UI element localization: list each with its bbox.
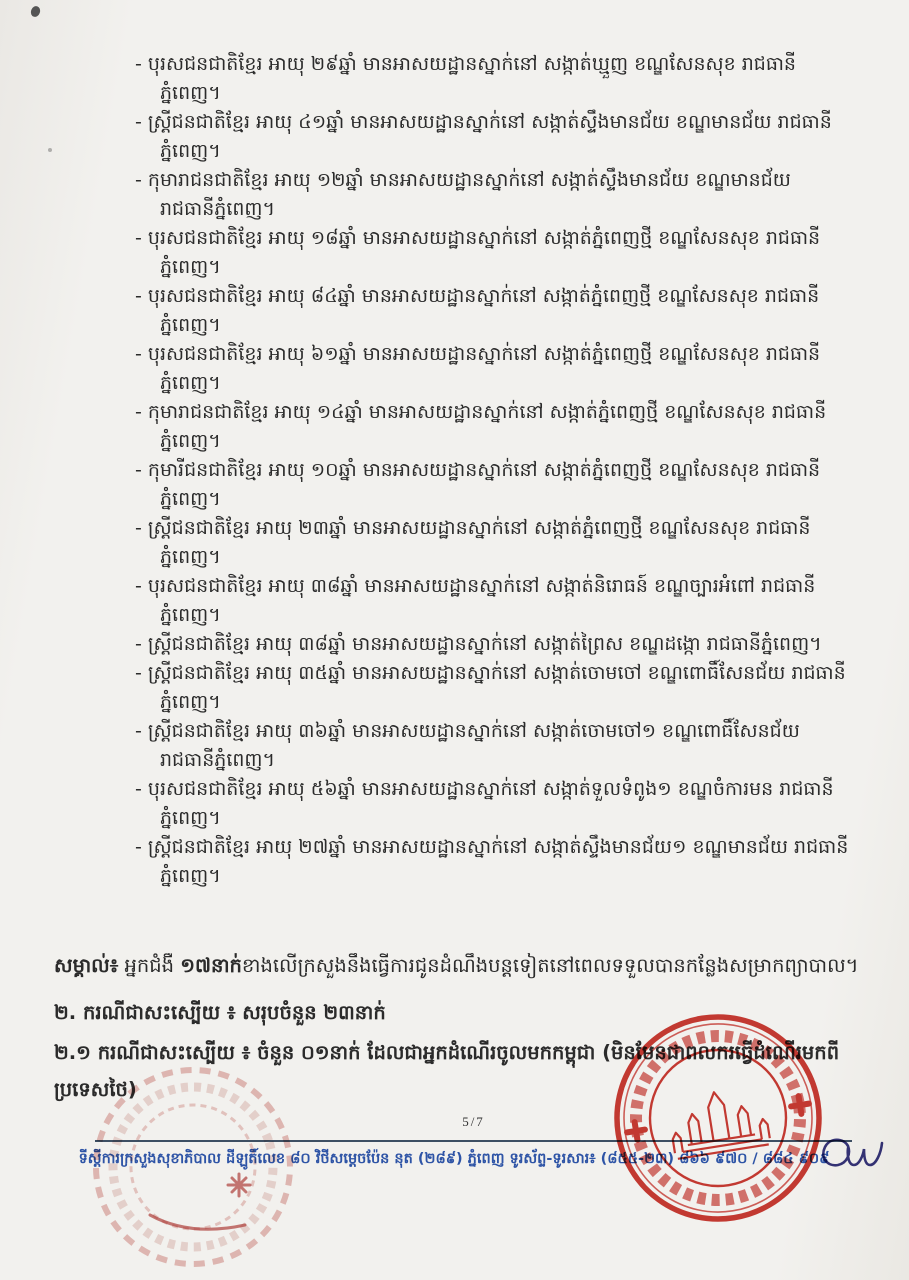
case-list xyxy=(135,50,851,891)
case-list-item: - ស្ត្រីជនជាតិខ្មែរ អាយុ ៣៨ឆ្នាំ មានអាសយដ្ឋានស្នាក់នៅ សង្កាត់ព្រៃស ខណ្ឌដង្កោ រាជធានីភ្នំពេញ។ xyxy=(135,630,851,659)
section-2-1-subheading: ២.១ ករណីជាសះស្បើយ ៖ ចំនួន ០១នាក់ ដែលជាអ្នកដំណើរចូលមកកម្ពុជា (មិនមែនជាពលករធ្វើដំណើរមកពីប្រទេសថៃ) xyxy=(54,1041,840,1101)
faded-stamp-ink-smudge xyxy=(150,1174,250,1229)
page-number: 5/7 xyxy=(462,1114,485,1129)
case-list-item: - ស្ត្រីជនជាតិខ្មែរ អាយុ ៣៦ឆ្នាំ មានអាសយដ្ឋានស្នាក់នៅ សង្កាត់ចោមចៅ១ ខណ្ឌពោធិ៍សែនជ័យ រាជធានីភ្នំពេញ។ xyxy=(135,717,851,775)
remark-text-before: អ្នកជំងឺ xyxy=(118,953,181,977)
case-list-item: - បុរសជនជាតិខ្មែរ អាយុ ៨៤ឆ្នាំ មានអាសយដ្ឋានស្នាក់នៅ សង្កាត់ភ្នំពេញថ្មី ខណ្ឌសែនសុខ រាជធានីភ្នំពេញ។ xyxy=(135,282,851,340)
case-list-item: - បុរសជនជាតិខ្មែរ អាយុ ៦១ឆ្នាំ មានអាសយដ្ឋានស្នាក់នៅ សង្កាត់ភ្នំពេញថ្មី ខណ្ឌសែនសុខ រាជធានីភ្នំពេញ។ xyxy=(135,340,851,398)
case-list-item: - បុរសជនជាតិខ្មែរ អាយុ ២៩ឆ្នាំ មានអាសយដ្ឋានស្នាក់នៅ សង្កាត់ឃ្មួញ ខណ្ឌសែនសុខ រាជធានីភ្នំពេញ។ xyxy=(135,50,851,108)
case-list-item: - បុរសជនជាតិខ្មែរ អាយុ ១៨ឆ្នាំ មានអាសយដ្ឋានស្នាក់នៅ សង្កាត់ភ្នំពេញថ្មី ខណ្ឌសែនសុខ រាជធានីភ្នំពេញ។ xyxy=(135,224,851,282)
case-list-item: - ស្ត្រីជនជាតិខ្មែរ អាយុ ៤១ឆ្នាំ មានអាសយដ្ឋានស្នាក់នៅ សង្កាត់ស្ទឹងមានជ័យ ខណ្ឌមានជ័យ រាជធានីភ្នំពេញ។ xyxy=(135,108,851,166)
case-list-item: - ស្ត្រីជនជាតិខ្មែរ អាយុ ៣៥ឆ្នាំ មានអាសយដ្ឋានស្នាក់នៅ សង្កាត់ចោមចៅ ខណ្ឌពោធិ៍សែនជ័យ រាជធានីភ្នំពេញ។ xyxy=(135,659,851,717)
footer-divider-line xyxy=(95,1140,852,1142)
case-list-item: - បុរសជនជាតិខ្មែរ អាយុ ៥៦ឆ្នាំ មានអាសយដ្ឋានស្នាក់នៅ សង្កាត់ទួលទំពូង១ ខណ្ឌចំការមន រាជធានីភ្នំពេញ។ xyxy=(135,775,851,833)
remark-note xyxy=(54,948,860,984)
scan-artifact-speck xyxy=(29,5,41,18)
footer-ministry-address: ទីស្តីការក្រសួងសុខាភិបាល ដីឡូតិ៍លេខ ៨០ វិថីសម្តេចប៉ែន នុត (២៨៩) ភ្នំពេញ ទូរស័ព្ទ-ទូរសារ៖ (៨៥៥-២៣) ៨៦៦ ៩៧០ / ៨៨៤ ៩០៩ xyxy=(78,1151,830,1167)
case-list-item: - ស្ត្រីជនជាតិខ្មែរ អាយុ ២៣ឆ្នាំ មានអាសយដ្ឋានស្នាក់នៅ សង្កាត់ភ្នំពេញថ្មី ខណ្ឌសែនសុខ រាជធានីភ្នំពេញ។ xyxy=(135,514,851,572)
remark-text-after: ខាងលើក្រសួងនឹងធ្វើការជូនដំណឹងបន្តទៀតនៅពេលទទួលបានកន្លែងសម្រាកព្យាបាល។ xyxy=(241,953,859,977)
remark-patient-count: ១៧នាក់ xyxy=(180,953,242,977)
case-list-item: - ស្ត្រីជនជាតិខ្មែរ អាយុ ២៧ឆ្នាំ មានអាសយដ្ឋានស្នាក់នៅ សង្កាត់ស្ទឹងមានជ័យ១ ខណ្ឌមានជ័យ រាជធានីភ្នំពេញ។ xyxy=(135,833,851,891)
case-list-item: - កុមារាជនជាតិខ្មែរ អាយុ ១២ឆ្នាំ មានអាសយដ្ឋានស្នាក់នៅ សង្កាត់ស្ទឹងមានជ័យ ខណ្ឌមានជ័យ រាជធានីភ្នំពេញ។ xyxy=(135,166,851,224)
case-list-item: - កុមារាជនជាតិខ្មែរ អាយុ ១៤ឆ្នាំ មានអាសយដ្ឋានស្នាក់នៅ សង្កាត់ភ្នំពេញថ្មី ខណ្ឌសែនសុខ រាជធានីភ្នំពេញ។ xyxy=(135,398,851,456)
case-list-item: - បុរសជនជាតិខ្មែរ អាយុ ៣៨ឆ្នាំ មានអាសយដ្ឋានស្នាក់នៅ សង្កាត់និរោធន៍ ខណ្ឌច្បារអំពៅ រាជធានីភ្នំពេញ។ xyxy=(135,572,851,630)
scan-artifact-speck xyxy=(48,148,52,152)
case-list-item: - កុមារីជនជាតិខ្មែរ អាយុ ១០ឆ្នាំ មានអាសយដ្ឋានស្នាក់នៅ សង្កាត់ភ្នំពេញថ្មី ខណ្ឌសែនសុខ រាជធានីភ្នំពេញ។ xyxy=(135,456,851,514)
remark-label: សម្គាល់៖ xyxy=(54,953,119,977)
section-2-heading: ២. ករណីជាសះស្បើយ ៖ សរុបចំនួន ២៣នាក់ xyxy=(54,1001,386,1024)
